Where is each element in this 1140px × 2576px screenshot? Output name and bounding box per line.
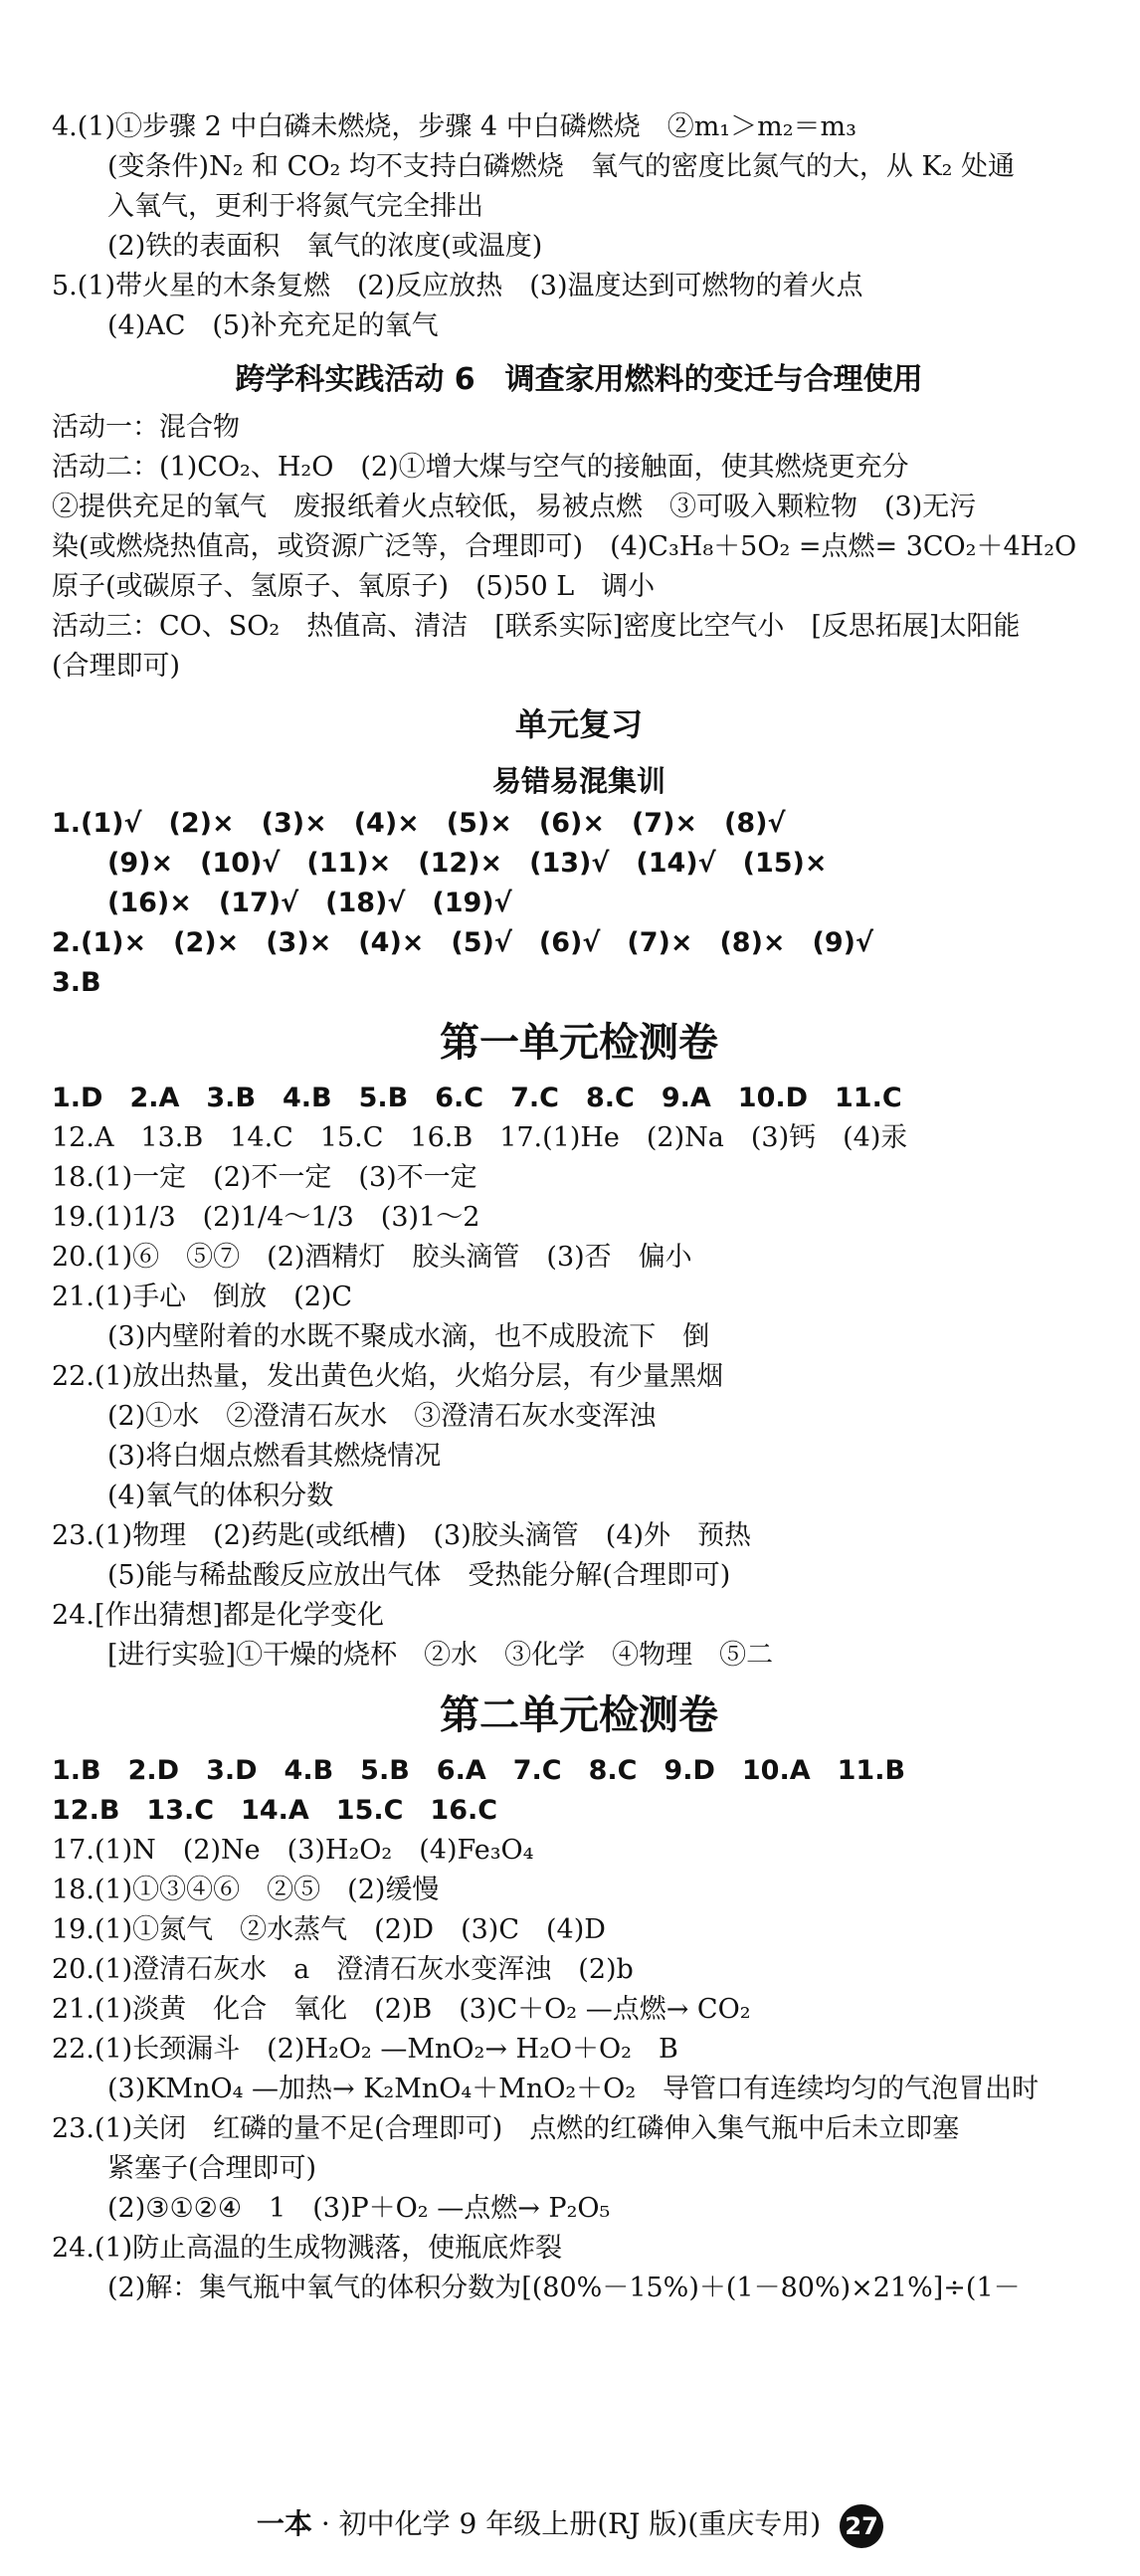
answer-line: 21.(1)手心 倒放 (2)C: [52, 1282, 353, 1312]
answer-line: 活动一：混合物: [52, 412, 240, 443]
answer-line: 18.(1)①③④⑥ ②⑤ (2)缓慢: [52, 1875, 440, 1905]
unit-review-answers: [52, 804, 1106, 1003]
answer-line: (2)铁的表面积 氧气的浓度(或温度): [107, 231, 543, 262]
exam2-answers: [52, 1751, 1106, 2308]
answer-line: 22.(1)长颈漏斗 (2)H₂O₂ —MnO₂→ H₂O＋O₂ B: [52, 2034, 678, 2065]
answer-line: (3)内壁附着的水既不聚成水滴，也不成股流下 倒: [107, 1321, 710, 1352]
activity-section-title: 跨学科实践活动 6 调查家用燃料的变迁与合理使用: [235, 362, 923, 397]
answer-line: 24.[作出猜想]都是化学变化: [52, 1600, 385, 1631]
unit-review-title: 单元复习: [514, 705, 643, 743]
prev-answers: [52, 107, 1106, 346]
answer-line: 原子(或碳原子、氢原子、氧原子) (5)50 L 调小: [52, 571, 656, 602]
answer-line: 17.(1)N (2)Ne (3)H₂O₂ (4)Fe₃O₄: [52, 1835, 534, 1866]
answer-line: ②提供充足的氧气 废报纸着火点较低，易被点燃 ③可吸入颗粒物 (3)无污: [52, 492, 977, 522]
answer-line: 5.(1)带火星的木条复燃 (2)反应放热 (3)温度达到可燃物的着火点: [52, 271, 863, 301]
answer-line: 1.D 2.A 3.B 4.B 5.B 6.C 7.C 8.C 9.A 10.D 11.C: [52, 1083, 902, 1113]
answer-line: 18.(1)一定 (2)不一定 (3)不一定: [52, 1162, 477, 1193]
answer-line: (4)AC (5)补充充足的氧气: [107, 310, 439, 341]
answer-line: 21.(1)淡黄 化合 氧化 (2)B (3)C＋O₂ —点燃→ CO₂: [52, 1994, 751, 2025]
exam2-title: 第二单元检测卷: [440, 1692, 718, 1738]
answer-line: 1.(1)√ (2)× (3)× (4)× (5)× (6)× (7)× (8)√: [52, 808, 786, 839]
answer-line: (4)氧气的体积分数: [107, 1481, 334, 1511]
footer-book-title: · 初中化学 9 年级上册(RJ 版)(重庆专用): [320, 2507, 822, 2540]
answer-line: (2)③①②④ 1 (3)P＋O₂ —点燃→ P₂O₅: [107, 2193, 611, 2224]
answer-line: (5)能与稀盐酸反应放出气体 受热能分解(合理即可): [107, 1560, 731, 1591]
answer-line: 4.(1)①步骤 2 中白磷未燃烧，步骤 4 中白磷燃烧 ②m₁＞m₂＝m₃: [52, 111, 856, 142]
answer-line: [进行实验]①干燥的烧杯 ②水 ③化学 ④物理 ⑤二: [107, 1640, 774, 1671]
answer-line: (3)将白烟点燃看其燃烧情况: [107, 1441, 442, 1472]
activity-answers: [52, 408, 1106, 687]
answer-line: 3.B: [52, 967, 101, 998]
answer-line: 活动二：(1)CO₂、H₂O (2)①增大煤与空气的接触面，使其燃烧更充分: [52, 452, 909, 483]
page-content: [52, 107, 1106, 2308]
answer-line: (9)× (10)√ (11)× (12)× (13)√ (14)√ (15)×: [107, 848, 828, 879]
answer-line: 22.(1)放出热量，发出黄色火焰，火焰分层，有少量黑烟: [52, 1361, 724, 1392]
answer-line: 23.(1)关闭 红磷的量不足(合理即可) 点燃的红磷伸入集气瓶中后未立即塞: [52, 2113, 960, 2144]
page-footer: [0, 2502, 1140, 2548]
answer-line: 20.(1)⑥ ⑤⑦ (2)酒精灯 胶头滴管 (3)否 偏小: [52, 1242, 692, 1273]
footer-brand: 一本: [256, 2507, 312, 2540]
answer-line: 24.(1)防止高温的生成物溅落，使瓶底炸裂: [52, 2233, 563, 2264]
answer-line: 19.(1)①氮气 ②水蒸气 (2)D (3)C (4)D: [52, 1914, 606, 1945]
answer-line: 23.(1)物理 (2)药匙(或纸槽) (3)胶头滴管 (4)外 预热: [52, 1520, 751, 1551]
exam1-title: 第一单元检测卷: [440, 1020, 718, 1066]
answer-line: (16)× (17)√ (18)√ (19)√: [107, 888, 512, 918]
exam1-answers: [52, 1079, 1106, 1676]
unit-review-subtitle: 易错易混集训: [491, 764, 665, 798]
answer-line: 12.B 13.C 14.A 15.C 16.C: [52, 1795, 498, 1826]
answer-line: (2)解：集气瓶中氧气的体积分数为[(80%－15%)＋(1－80%)×21%]÷(1－: [107, 2273, 1021, 2303]
answer-line: 入氧气，更利于将氮气完全排出: [107, 191, 483, 222]
answer-line: 染(或燃烧热值高，或资源广泛等，合理即可) (4)C₃H₈＋5O₂ =点燃= 3CO₂＋4H₂O: [52, 531, 1077, 562]
answer-line: 12.A 13.B 14.C 15.C 16.B 17.(1)He (2)Na (3)钙 (4)汞: [52, 1122, 908, 1153]
answer-line: 活动三：CO、SO₂ 热值高、清洁 [联系实际]密度比空气小 [反思拓展]太阳能: [52, 611, 1021, 642]
answer-line: (合理即可): [52, 651, 181, 682]
answer-line: 2.(1)× (2)× (3)× (4)× (5)√ (6)√ (7)× (8)× (9)√: [52, 927, 874, 958]
answer-line: 20.(1)澄清石灰水 a 澄清石灰水变浑浊 (2)b: [52, 1954, 634, 1985]
answer-line: 1.B 2.D 3.D 4.B 5.B 6.A 7.C 8.C 9.D 10.A 11.B: [52, 1755, 906, 1786]
page-number-badge: 27: [840, 2504, 883, 2548]
answer-line: 19.(1)1/3 (2)1/4～1/3 (3)1～2: [52, 1202, 480, 1233]
answer-line: (3)KMnO₄ —加热→ K₂MnO₄＋MnO₂＋O₂ 导管口有连续均匀的气泡冒出时: [107, 2074, 1040, 2104]
answer-line: (2)①水 ②澄清石灰水 ③澄清石灰水变浑浊: [107, 1401, 657, 1432]
answer-line: 紧塞子(合理即可): [107, 2153, 317, 2184]
answer-line: (变条件)N₂ 和 CO₂ 均不支持白磷燃烧 氧气的密度比氮气的大，从 K₂ 处通: [107, 151, 1016, 182]
